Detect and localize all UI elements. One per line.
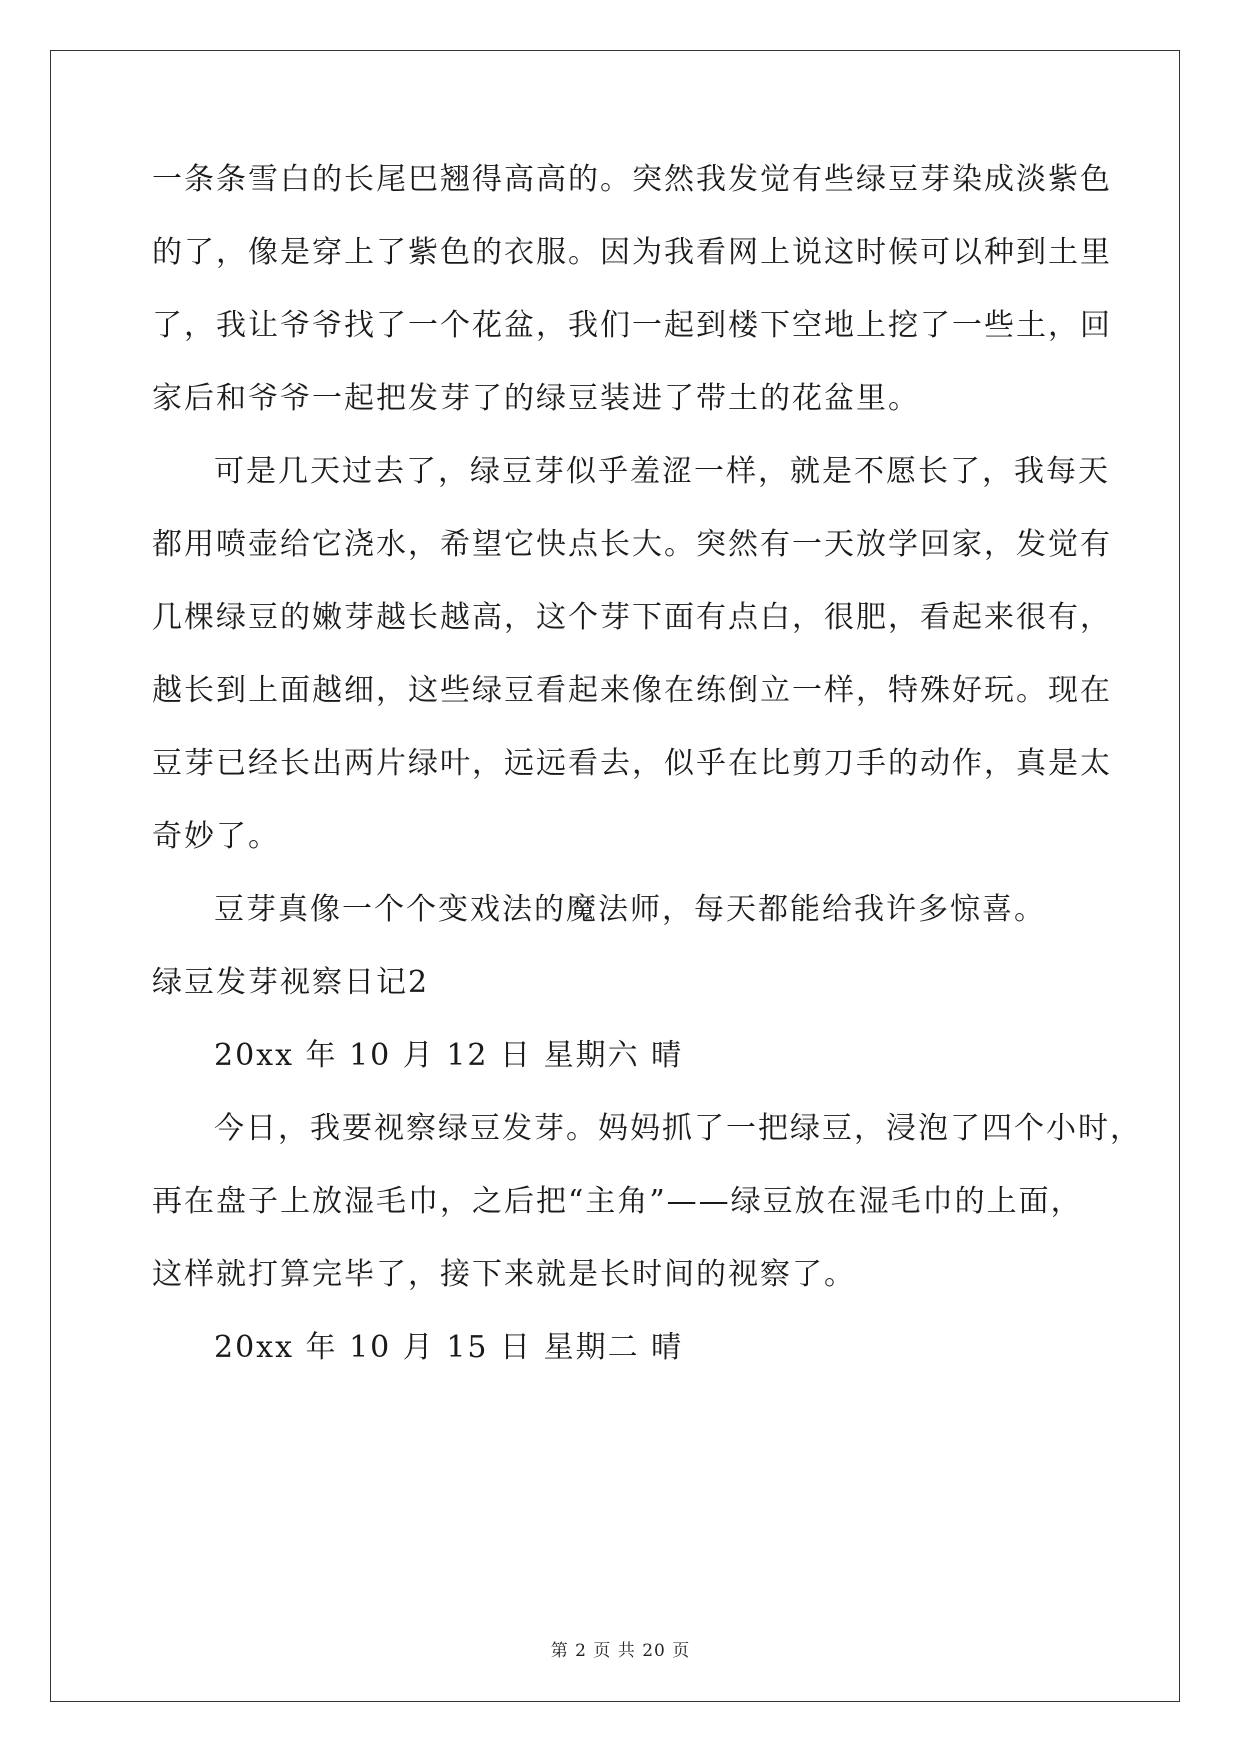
text-line: 越长到上面越细，这些绿豆看起来像在练倒立一样，特殊好玩。现在 xyxy=(152,673,1112,708)
text-line: 家后和爷爷一起把发芽了的绿豆装进了带土的花盆里。 xyxy=(152,381,920,416)
text-line: 都用喷壶给它浇水，希望它快点长大。突然有一天放学回家，发觉有 xyxy=(152,527,1112,562)
page-number-footer: 第 2 页 共 20 页 xyxy=(550,1641,691,1661)
text-line: 了，我让爷爷找了一个花盆，我们一起到楼下空地上挖了一些土，回 xyxy=(152,308,1112,343)
text-line: 的了，像是穿上了紫色的衣服。因为我看网上说这时候可以种到土里 xyxy=(152,235,1112,270)
text-line: 这样就打算完毕了，接下来就是长时间的视察了。 xyxy=(152,1257,856,1292)
diary-date: 20xx 年 10 月 15 日 星期二 晴 xyxy=(214,1330,684,1365)
text-line: 再在盘子上放湿毛巾，之后把“主角”——绿豆放在湿毛巾的上面， xyxy=(152,1184,1083,1219)
section-heading: 绿豆发芽视察日记2 xyxy=(152,965,430,1000)
text-line: 豆芽真像一个个变戏法的魔法师，每天都能给我许多惊喜。 xyxy=(214,892,1046,927)
text-line: 今日，我要视察绿豆发芽。妈妈抓了一把绿豆，浸泡了四个小时， xyxy=(214,1111,1142,1146)
text-line: 奇妙了。 xyxy=(152,819,280,854)
text-line: 豆芽已经长出两片绿叶，远远看去，似乎在比剪刀手的动作，真是太 xyxy=(152,746,1112,781)
text-line: 可是几天过去了，绿豆芽似乎羞涩一样，就是不愿长了，我每天 xyxy=(214,454,1110,489)
text-line: 几棵绿豆的嫩芽越长越高，这个芽下面有点白，很肥，看起来很有， xyxy=(152,600,1112,635)
page-border xyxy=(50,50,1180,1702)
diary-date: 20xx 年 10 月 12 日 星期六 晴 xyxy=(214,1038,684,1073)
text-line: 一条条雪白的长尾巴翘得高高的。突然我发觉有些绿豆芽染成淡紫色 xyxy=(152,162,1112,197)
